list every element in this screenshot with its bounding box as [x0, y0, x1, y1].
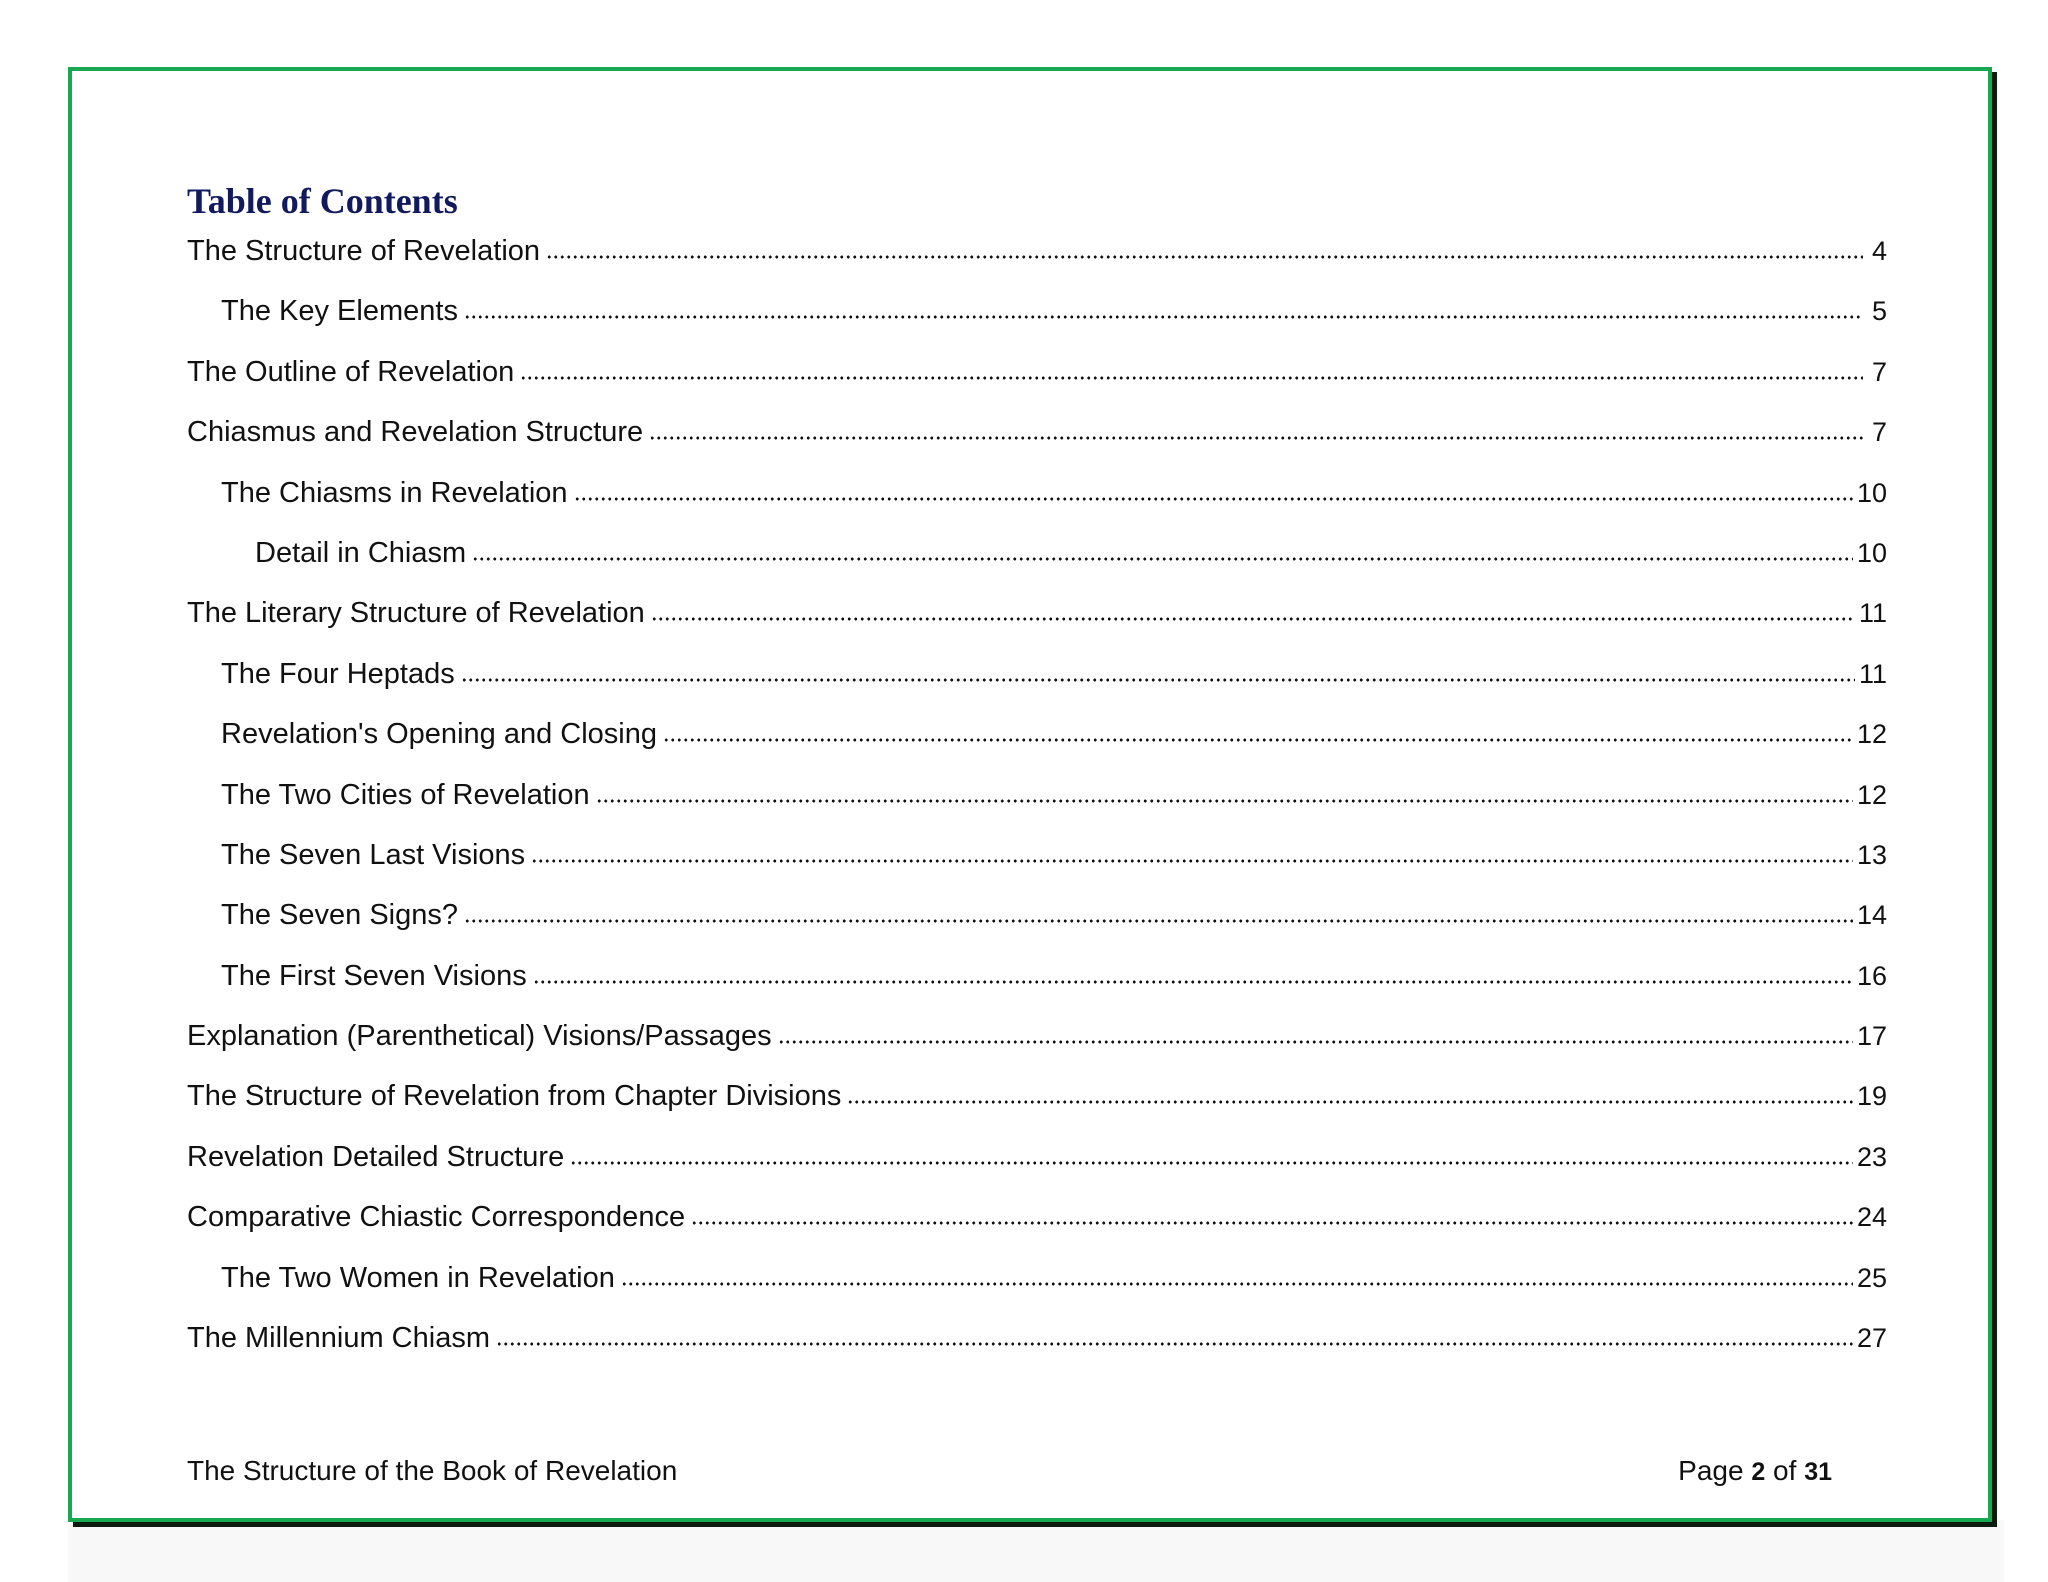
toc-entry-label[interactable]: Revelation Detailed Structure [187, 1140, 565, 1173]
footer-document-title: The Structure of the Book of Revelation [187, 1455, 678, 1486]
toc-entry-page-number[interactable]: 7 [1871, 356, 1887, 387]
toc-entry-label[interactable]: The Outline of Revelation [187, 355, 515, 388]
toc-entry-label[interactable]: The Seven Signs? [221, 899, 458, 932]
toc-entry-label[interactable]: The Two Cities of Revelation [221, 778, 590, 811]
footer-page-current: 2 [1751, 1458, 1766, 1486]
toc-entry-label[interactable]: The Key Elements [221, 295, 458, 328]
toc-entry-label[interactable]: The Seven Last Visions [221, 838, 526, 871]
toc-entry-page-number[interactable]: 14 [1856, 900, 1887, 931]
toc-entry-label[interactable]: The Millennium Chiasm [187, 1322, 490, 1355]
toc-entry-label[interactable]: The Two Women in Revelation [221, 1261, 615, 1294]
toc-entry-label[interactable]: The Literary Structure of Revelation [187, 597, 645, 630]
toc-entry-page-number[interactable]: 17 [1856, 1021, 1887, 1052]
toc-entry-page-number[interactable]: 10 [1856, 477, 1887, 508]
toc-entry-page-number[interactable]: 19 [1856, 1081, 1887, 1112]
toc-entry-page-number[interactable]: 7 [1871, 417, 1887, 448]
toc-entry-page-number[interactable]: 11 [1858, 658, 1887, 689]
toc-dot-leader [621, 1282, 1853, 1286]
footer-page-total: 31 [1804, 1458, 1832, 1486]
toc-dot-leader [691, 1221, 1853, 1225]
toc-entry-page-number[interactable]: 23 [1856, 1141, 1887, 1172]
toc-entry[interactable] [187, 1324, 1887, 1384]
page-bottom-margin [68, 1520, 2004, 1582]
toc-entry-page-number[interactable]: 10 [1856, 537, 1887, 568]
toc-entry-label[interactable]: The Structure of Revelation [187, 235, 541, 267]
toc-entry[interactable] [187, 901, 1887, 961]
toc-dot-leader [496, 1342, 1853, 1346]
toc-list [187, 237, 1887, 1384]
toc-entry[interactable] [187, 1203, 1887, 1263]
toc-entry-label[interactable]: The Four Heptads [221, 657, 455, 690]
toc-dot-leader [663, 738, 1853, 742]
toc-entry[interactable] [187, 599, 1887, 659]
toc-entry-label[interactable]: Chiasmus and Revelation Structure [187, 416, 644, 449]
toc-entry-page-number[interactable]: 27 [1856, 1323, 1887, 1354]
toc-entry[interactable] [187, 1082, 1887, 1142]
toc-entry-page-number[interactable]: 4 [1871, 236, 1887, 266]
toc-dot-leader [596, 799, 1853, 803]
toc-entry[interactable] [187, 838, 1887, 901]
toc-dot-leader [520, 376, 1863, 380]
toc-entry[interactable] [187, 1261, 1887, 1324]
toc-entry[interactable] [187, 355, 1887, 418]
toc-entry-page-number[interactable]: 11 [1858, 598, 1887, 629]
toc-dot-leader [778, 1040, 1853, 1044]
toc-entry-page-number[interactable]: 13 [1856, 839, 1887, 870]
toc-entry-label[interactable]: Comparative Chiastic Correspondence [187, 1201, 686, 1234]
toc-entry-label[interactable]: Explanation (Parenthetical) Visions/Passages [187, 1020, 772, 1053]
toc-dot-leader [533, 980, 1853, 984]
toc-dot-leader [651, 617, 1855, 621]
toc-heading: Table of Contents [187, 181, 458, 221]
toc-entry[interactable] [187, 536, 1887, 599]
footer-page-number [1678, 1457, 1832, 1485]
toc-entry[interactable] [187, 237, 1887, 297]
toc-dot-leader [847, 1100, 1853, 1104]
toc-entry[interactable] [187, 297, 1887, 357]
toc-entry[interactable] [187, 657, 1887, 720]
footer-page-of: of [1773, 1455, 1797, 1486]
toc-dot-leader [464, 315, 1863, 319]
toc-dot-leader [649, 436, 1863, 440]
toc-dot-leader [472, 557, 1853, 561]
toc-entry-page-number[interactable]: 24 [1856, 1202, 1887, 1233]
toc-dot-leader [464, 919, 1853, 923]
toc-entry-label[interactable]: The Chiasms in Revelation [221, 476, 568, 509]
toc-dot-leader [546, 255, 1863, 259]
toc-entry[interactable] [187, 476, 1887, 539]
toc-entry-page-number[interactable]: 5 [1871, 296, 1887, 327]
toc-entry[interactable] [187, 778, 1887, 841]
toc-entry[interactable] [187, 720, 1887, 780]
toc-dot-leader [574, 497, 1853, 501]
toc-entry[interactable] [187, 959, 1887, 1022]
toc-dot-leader [461, 678, 1855, 682]
toc-dot-leader [570, 1161, 1853, 1165]
toc-entry-label[interactable]: The First Seven Visions [221, 959, 527, 992]
toc-entry[interactable] [187, 1022, 1887, 1082]
toc-entry-label[interactable]: The Structure of Revelation from Chapter Divisions [187, 1080, 842, 1113]
footer-page-prefix: Page [1678, 1455, 1744, 1486]
toc-entry[interactable] [187, 418, 1887, 478]
toc-entry-page-number[interactable]: 12 [1856, 779, 1887, 810]
toc-entry-page-number[interactable]: 16 [1856, 960, 1887, 991]
toc-entry-page-number[interactable]: 12 [1856, 719, 1887, 750]
toc-entry-label[interactable]: Revelation's Opening and Closing [221, 718, 657, 751]
toc-entry-label[interactable]: Detail in Chiasm [255, 536, 467, 569]
toc-entry[interactable] [187, 1140, 1887, 1203]
toc-dot-leader [531, 859, 1853, 863]
toc-entry-page-number[interactable]: 25 [1856, 1262, 1887, 1293]
